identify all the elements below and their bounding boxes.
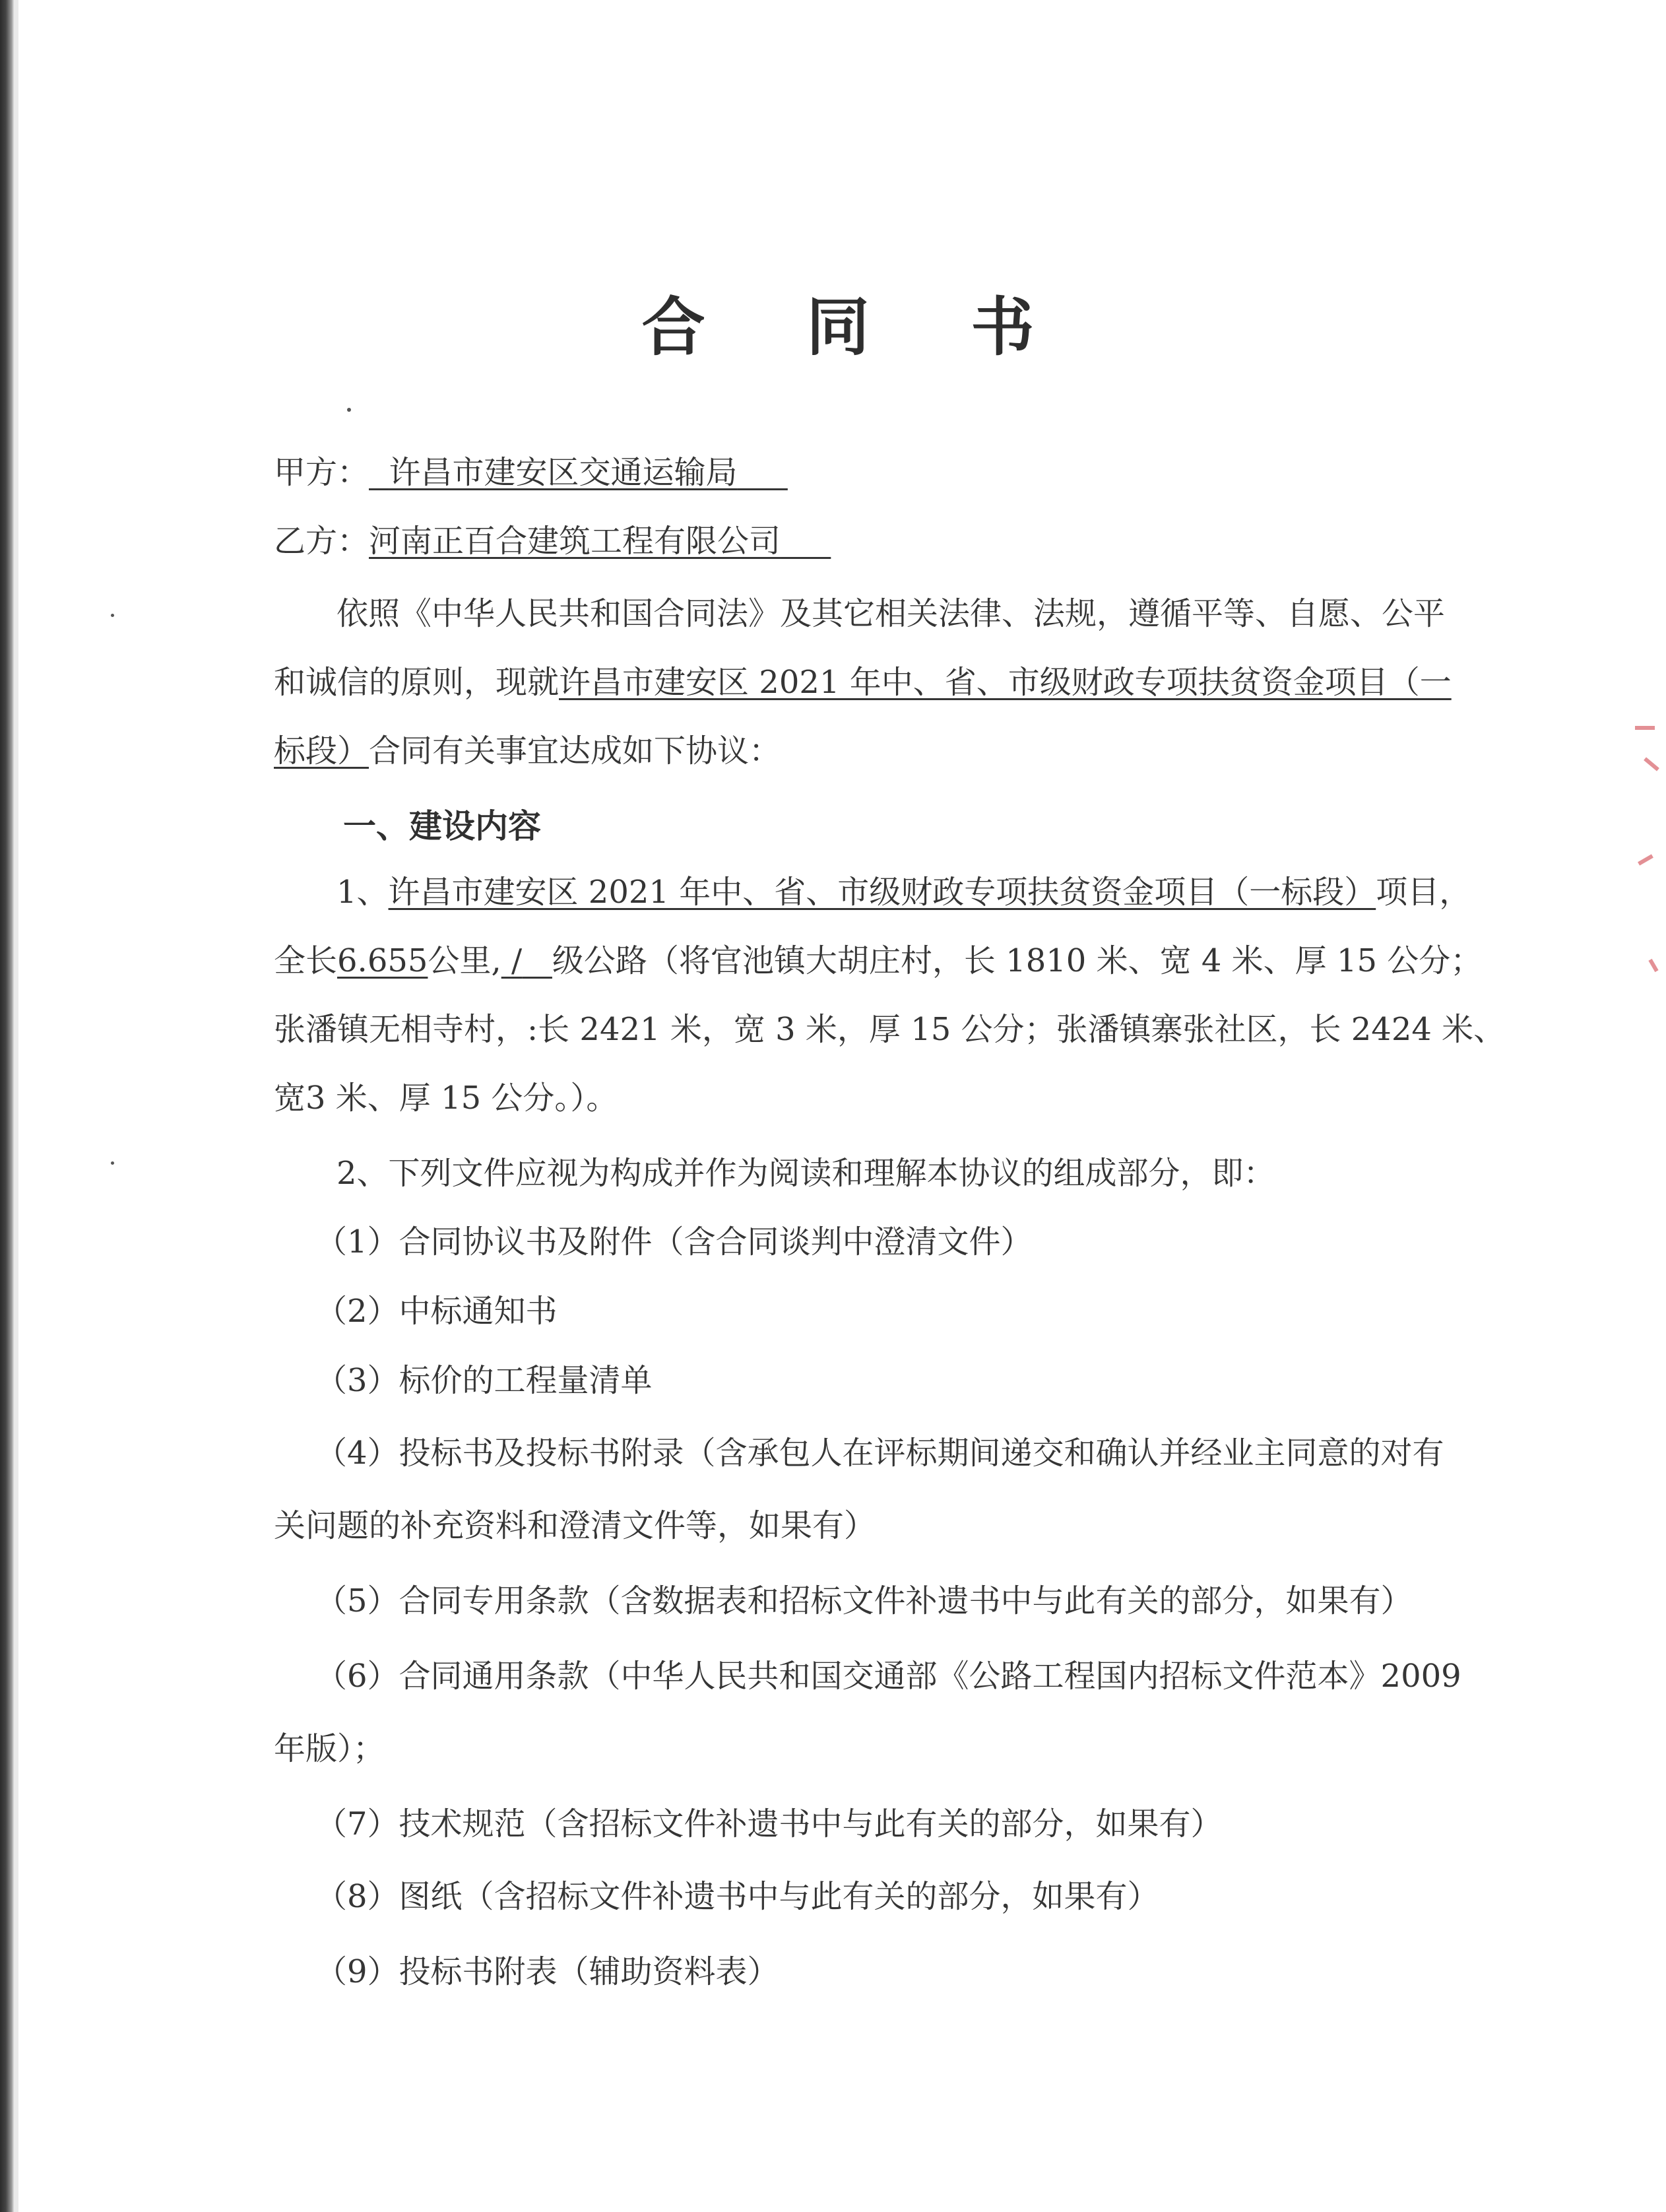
intro-project-name: 许昌市建安区 2021 年中、省、市级财政专项扶贫资金项目（一 [559, 664, 1452, 701]
page-title: 合 同 书 [641, 290, 1074, 364]
intro-line-1: 依照《中华人民共和国合同法》及其它相关法律、法规，遵循平等、自愿、公平 [336, 595, 1446, 632]
item-1-length-label: 全长 [274, 942, 338, 979]
party-a-label: 甲方： [274, 454, 369, 491]
doc-list-item-4-cont: 关问题的补充资料和澄清文件等，如果有） [274, 1507, 876, 1544]
scan-speck [111, 1161, 114, 1165]
item-1-project-name: 许昌市建安区 2021 年中、省、市级财政专项扶贫资金项目（一标段） [388, 874, 1376, 911]
item-1-road-details: 级公路（将官池镇大胡庄村，长 1810 米、宽 4 米、厚 15 公分； [552, 942, 1483, 979]
scan-speck [347, 408, 351, 412]
party-a-value: 许昌市建安区交通运输局 [389, 454, 738, 491]
doc-list-item-1: （1）合同协议书及附件（含合同谈判中澄清文件） [315, 1223, 1033, 1260]
intro-line-3 [274, 730, 781, 772]
doc-list-item-2: （2）中标通知书 [315, 1293, 558, 1330]
party-a-line [274, 451, 788, 494]
item-1-line-2 [274, 940, 1482, 982]
item-2-line: 2、下列文件应视为构成并作为阅读和理解本协议的组成部分，即： [336, 1155, 1275, 1192]
party-b-value: 河南正百合建筑工程有限公司 [369, 523, 781, 560]
item-1-line-4: 宽3 米、厚 15 公分。）。 [274, 1080, 618, 1117]
intro-line-2 [274, 661, 1452, 703]
item-1-line-3: 张潘镇无相寺村，:长 2421 米，宽 3 米，厚 15 公分；张潘镇寨张社区，长 2424 米、 [274, 1011, 1506, 1048]
doc-list-item-7: （7）技术规范（含招标文件补遗书中与此有关的部分，如果有） [315, 1805, 1223, 1842]
item-1-line-1 [336, 871, 1471, 913]
intro-line-2-prefix: 和诚信的原则，现就 [274, 664, 560, 701]
seal-bleed-mark [1648, 959, 1658, 972]
seal-bleed-mark [1635, 726, 1655, 730]
seal-bleed-mark [1638, 854, 1653, 865]
doc-list-item-3: （3）标价的工程量清单 [315, 1362, 653, 1399]
doc-list-item-6-cont: 年版）； [274, 1730, 385, 1767]
seal-bleed-mark [1644, 757, 1659, 771]
scan-speck [111, 614, 114, 617]
party-b-line [274, 520, 831, 562]
item-1-length-unit: 公里, [428, 942, 501, 979]
doc-list-item-5: （5）合同专用条款（含数据表和招标文件补遗书中与此有关的部分，如果有） [315, 1582, 1413, 1619]
intro-line-3-suffix: 合同有关事宜达成如下协议： [369, 732, 781, 769]
item-1-length-value: 6.655 [337, 942, 428, 979]
item-1-number: 1、 [336, 874, 389, 911]
section-heading-construction: 一、建设内容 [343, 807, 541, 845]
doc-list-item-8: （8）图纸（含招标文件补遗书中与此有关的部分，如果有） [315, 1878, 1159, 1915]
doc-list-item-4: （4）投标书及投标书附录（含承包人在评标期间递交和确认并经业主同意的对有 [315, 1435, 1444, 1472]
item-1-suffix: 项目， [1376, 874, 1471, 911]
party-b-label: 乙方： [274, 523, 369, 560]
doc-list-item-9: （9）投标书附表（辅助资料表） [315, 1953, 779, 1990]
intro-project-name-end: 标段） [274, 732, 369, 769]
doc-list-item-6: （6）合同通用条款（中华人民共和国交通部《公路工程国内招标文件范本》2009 [315, 1658, 1461, 1695]
item-1-road-grade: / [511, 942, 523, 979]
